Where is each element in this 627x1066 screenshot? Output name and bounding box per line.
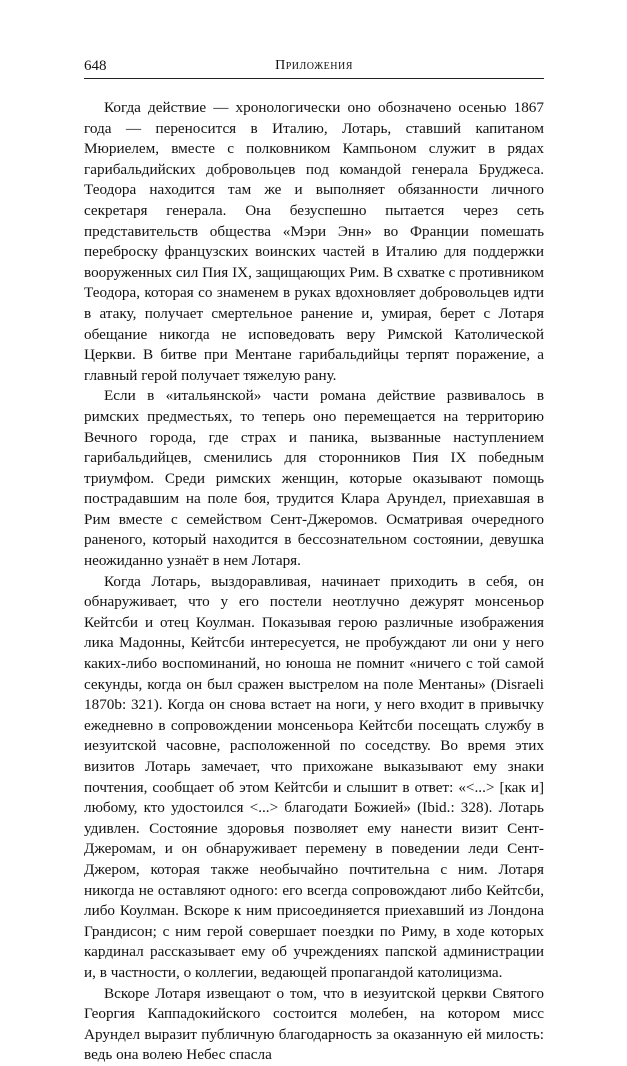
paragraph: Когда действие — хронологически оно обозначено осенью 1867 года — переносится в Италию, Лотарь, ставший капитаном Мюриелем, вместе с полковником Кампьоном служит в рядах гарибальдийских добровольцев под командой генерала Бруджеса. Теодора находится там же и выполняет обязанности личного секретаря генерала. Она безуспешно пытается через сеть представительств общества «Мэри Энн» во Франции помешать переброску французских воинских частей в Италию для поддержки вооруженных сил Пия IX, защищающих Рим. В схватке с противником Теодора, которая со знаменем в руках вдохновляет добровольцев идти в атаку, получает смертельное ранение и, умирая, берет с Лотаря обещание никогда не исповедовать веру Римской Католической Церкви. В битве при Ментане гарибальдийцы терпят поражение, а главный герой получает тяжелую рану. <box>84 99 544 384</box>
running-title: Приложения <box>275 58 353 73</box>
paragraph: Если в «итальянской» части романа действие развивалось в римских предместьях, то теперь оно перемещается на территорию Вечного города, где страх и паника, вызванные наступлением гарибальдийцев, сменились для сторонников Пия IX победным триумфом. Среди римских женщин, которые оказывают помощь пострадавшим на поле боя, трудится Клара Арундел, приехавшая в Рим вместе с семейством Сент-Джеромов. Осматривая очередного раненого, который находится в бессознательном состоянии, девушка неожиданно узнаёт в нем Лотаря. <box>84 387 544 570</box>
paragraph: Вскоре Лотаря извещают о том, что в иезуитской церкви Святого Георгия Каппадокийского состоится молебен, на котором мисс Арундел выразит публичную благодарность за оказанную ей милость: ведь она волею Небес спасла <box>84 984 544 1064</box>
body-text <box>84 98 544 1066</box>
page-number: 648 <box>84 58 107 74</box>
paragraph: Когда Лотарь, выздоравливая, начинает приходить в себя, он обнаруживает, что у его постели неотлучно дежурят монсеньор Кейтсби и отец Коулман. Показывая герою различные изображения лика Мадонны, Кейтсби интересуется, не пробуждают ли они у него каких-либо воспоминаний, но юноша не помнит «ничего с той самой секунды, когда он был сражен выстрелом на поле Ментаны» (Disraeli 1870b: 321). Когда он снова встает на ноги, у него входит в привычку ежедневно в сопровождении монсеньора Кейтсби посещать службу в иезуитской часовне, расположенной по соседству. Во время этих визитов Лотарь замечает, что прихожане выказывают ему знаки почтения, сообщает об этом Кейтсби и слышит в ответ: «<...> [как и] любому, кто удостоился <...> благодати Божией» (Ibid.: 328). Лотарь удивлен. Состояние здоровья позволяет ему нанести визит Сент-Джеромам, и он обнаруживает перемену в поведении леди Сент-Джером, которая также необычайно почтительна с ним. Лотаря никогда не оставляют одного: его всегда сопровождают либо Кейтсби, либо Коулман. Вскоре к ним присоединяется приехавший из Лондона Грандисон; с ним герой совершает поездки по Риму, в ходе которых кардинал рассказывает ему об учреждениях папской администрации и, в частности, о коллегии, ведающей пропагандой католицизма. <box>84 572 544 981</box>
page-header <box>84 58 544 79</box>
